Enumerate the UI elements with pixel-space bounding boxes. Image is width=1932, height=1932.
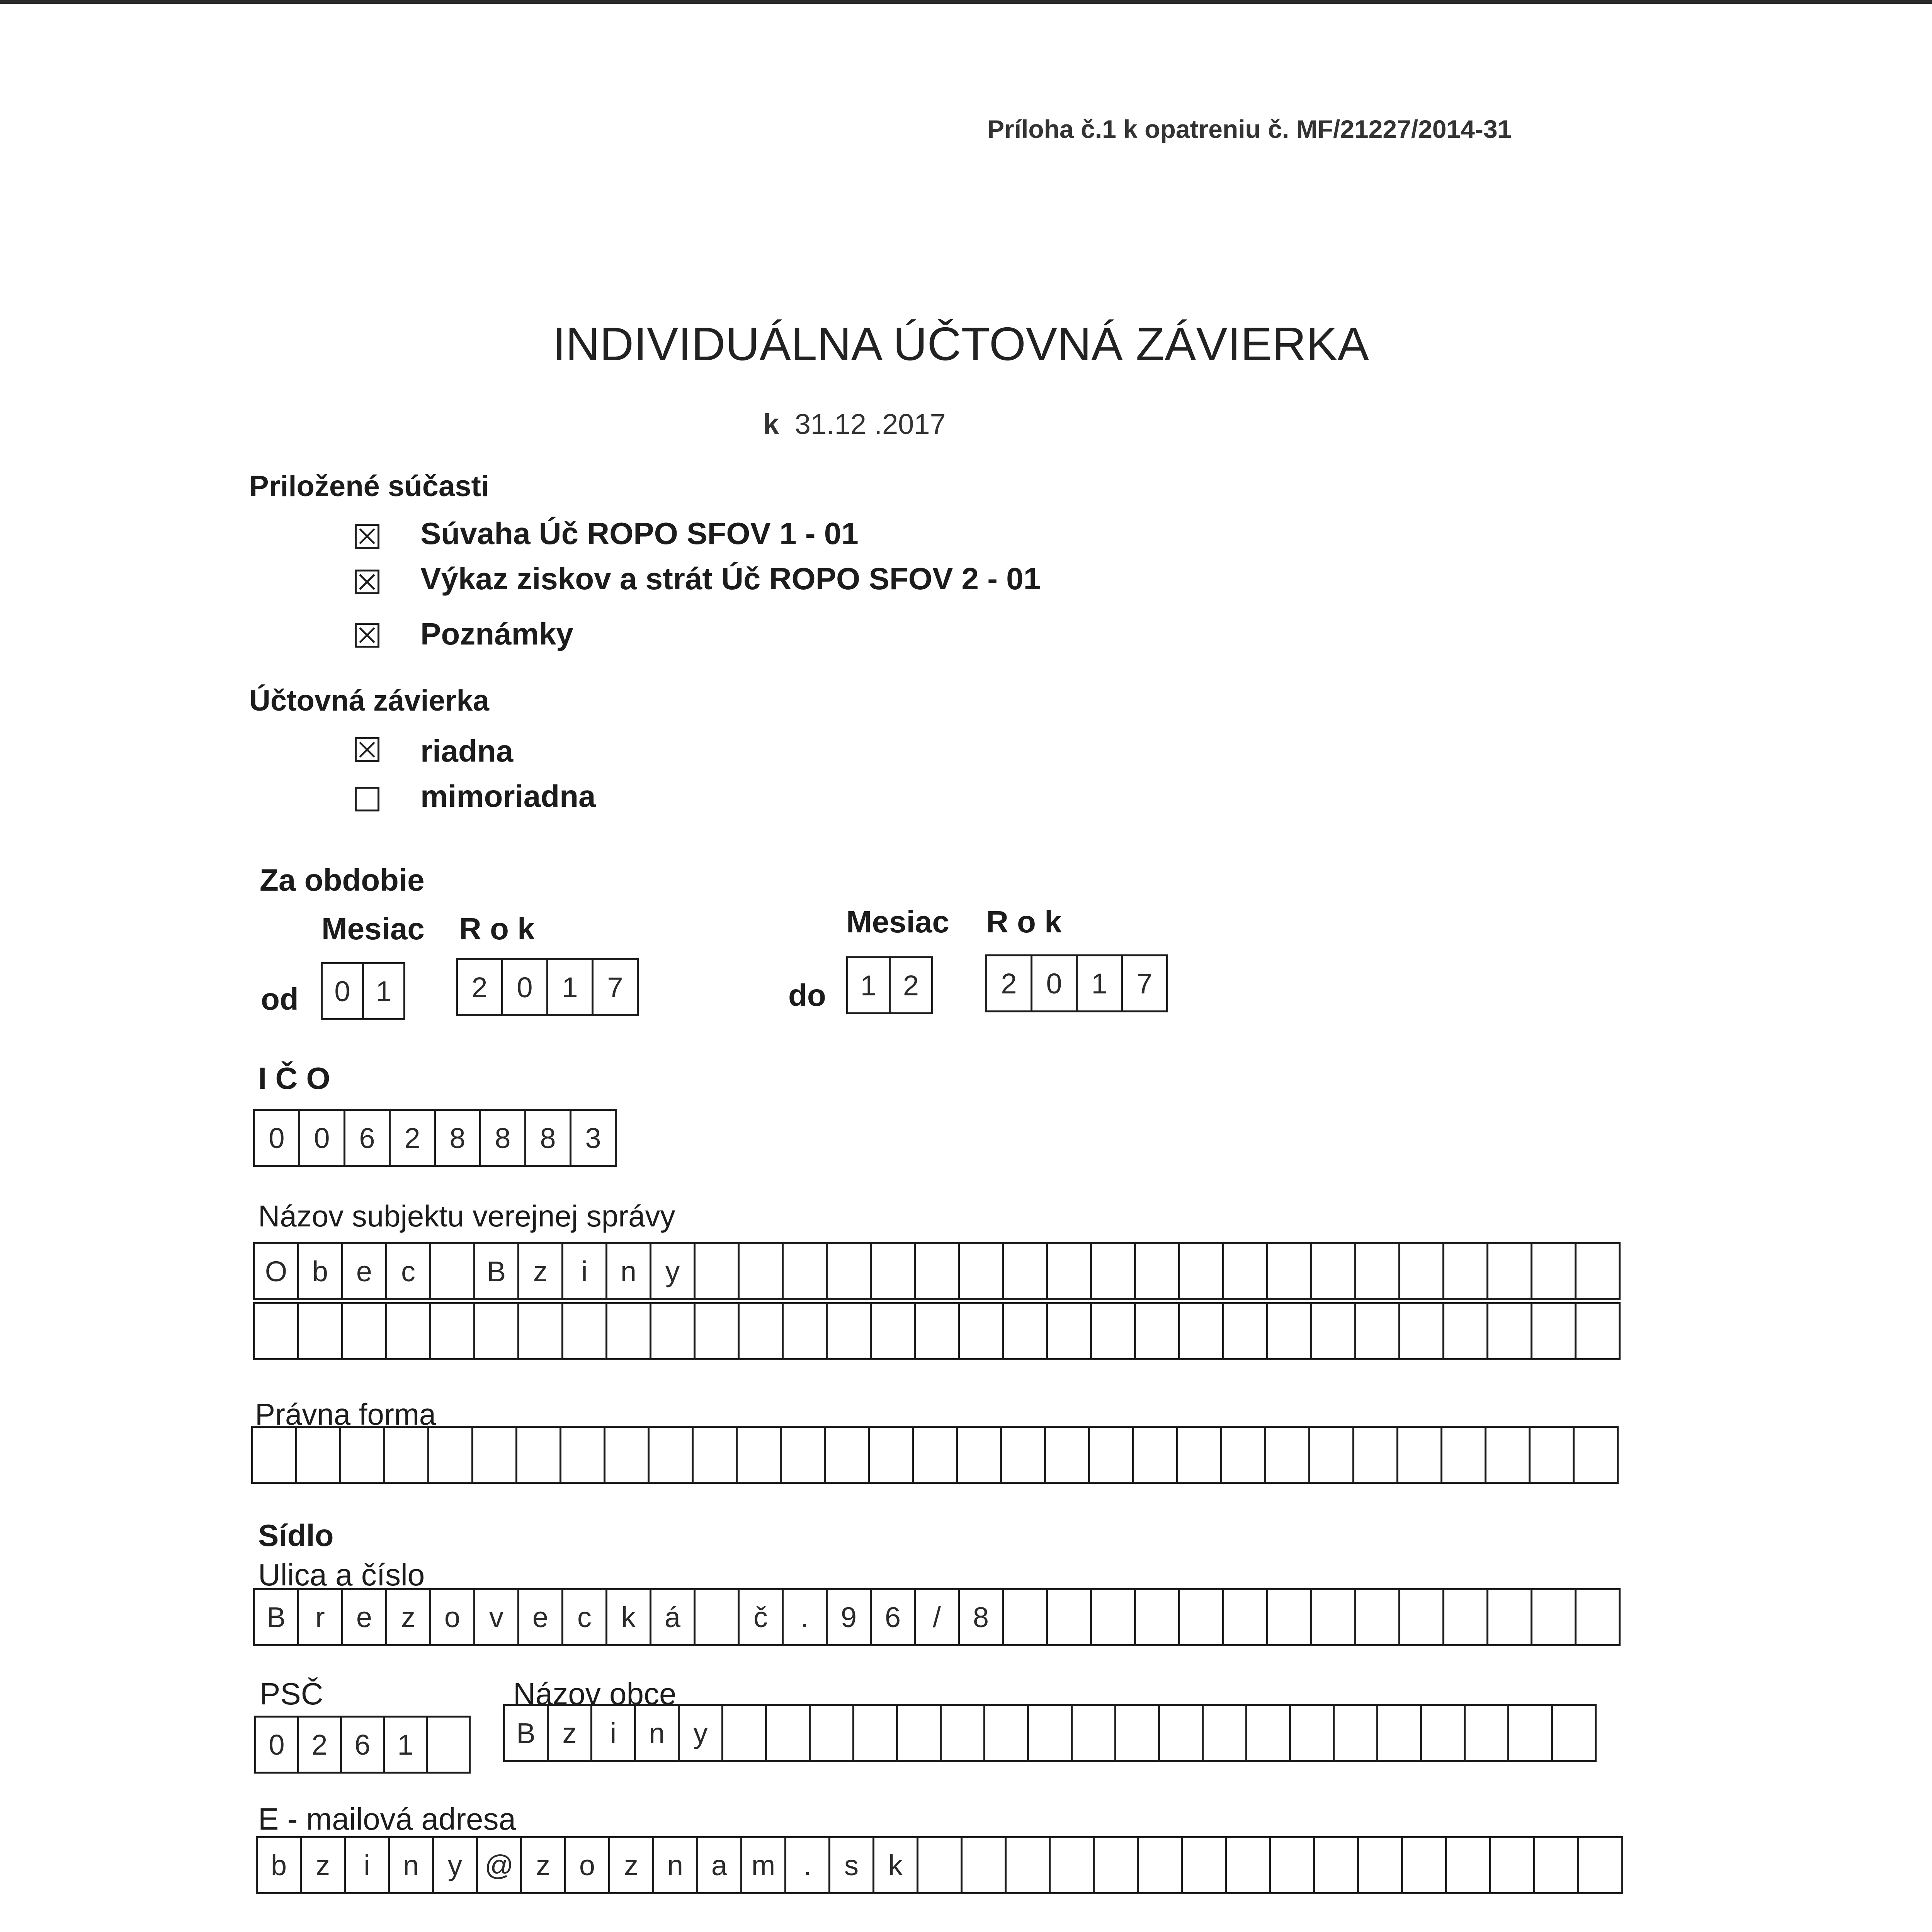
char-box[interactable] [1202,1704,1247,1762]
char-box[interactable] [1333,1704,1378,1762]
char-box[interactable] [1264,1426,1310,1484]
char-box[interactable]: n [605,1242,651,1300]
char-box[interactable] [694,1588,740,1646]
char-box[interactable] [736,1426,782,1484]
checkbox-regular[interactable] [355,737,379,762]
char-box[interactable]: a [696,1836,742,1894]
char-box[interactable] [914,1302,960,1360]
char-box[interactable] [1440,1426,1486,1484]
char-box[interactable] [1002,1588,1048,1646]
char-box[interactable]: r [297,1588,343,1646]
char-box[interactable] [852,1704,898,1762]
char-box[interactable] [1376,1704,1422,1762]
char-box[interactable] [1357,1836,1403,1894]
char-box[interactable]: n [388,1836,434,1894]
char-box[interactable]: b [297,1242,343,1300]
char-box[interactable] [868,1426,914,1484]
char-box[interactable] [1533,1836,1579,1894]
char-box[interactable] [1396,1426,1442,1484]
legal-form-boxes[interactable] [251,1426,1619,1484]
char-box[interactable] [429,1302,475,1360]
char-box[interactable] [694,1302,740,1360]
char-box[interactable] [1269,1836,1315,1894]
ico-boxes[interactable] [253,1109,617,1167]
char-box[interactable] [1354,1588,1400,1646]
as-of-prefix: k [763,408,779,440]
char-box[interactable]: 1 [383,1716,428,1774]
char-box[interactable] [694,1242,740,1300]
char-box[interactable] [1114,1704,1160,1762]
char-box[interactable] [809,1704,854,1762]
check-x-icon [357,571,378,592]
char-box[interactable] [471,1426,517,1484]
entity-name-label: Názov subjektu verejnej správy [258,1199,675,1233]
char-box[interactable] [826,1242,872,1300]
char-box[interactable] [1090,1302,1136,1360]
char-box[interactable] [1134,1242,1180,1300]
period-heading: Za obdobie [260,863,425,897]
email-label: E - mailová adresa [258,1802,516,1836]
char-box[interactable] [1489,1836,1535,1894]
char-box[interactable] [251,1426,297,1484]
char-box[interactable] [515,1426,561,1484]
char-box[interactable] [870,1242,916,1300]
char-box[interactable] [958,1242,1004,1300]
char-box[interactable] [560,1426,605,1484]
char-box[interactable]: 6 [344,1109,391,1167]
char-box[interactable] [1181,1836,1227,1894]
char-box[interactable] [1044,1426,1090,1484]
char-box[interactable]: á [650,1588,696,1646]
char-box[interactable] [826,1302,872,1360]
char-box[interactable]: 2 [985,954,1032,1012]
char-box[interactable] [1158,1704,1204,1762]
char-box[interactable] [1289,1704,1335,1762]
char-box[interactable]: z [547,1704,592,1762]
check-x-icon [357,526,378,547]
char-box[interactable] [1442,1588,1488,1646]
char-box[interactable] [1398,1302,1444,1360]
char-box[interactable] [429,1242,475,1300]
char-box[interactable]: 7 [1121,954,1168,1012]
char-box[interactable] [983,1704,1029,1762]
char-box[interactable] [914,1242,960,1300]
char-box[interactable]: z [385,1588,431,1646]
page-title: INDIVIDUÁLNA ÚČTOVNÁ ZÁVIERKA [553,318,1369,370]
char-box[interactable] [1486,1588,1532,1646]
char-box[interactable] [1266,1588,1312,1646]
char-box[interactable]: z [517,1242,563,1300]
to-month-boxes[interactable] [846,956,933,1014]
char-box[interactable]: e [341,1242,387,1300]
char-box[interactable] [961,1836,1007,1894]
char-box[interactable]: s [828,1836,874,1894]
from-label: od [261,982,299,1016]
char-box[interactable] [1222,1302,1268,1360]
char-box[interactable] [648,1426,694,1484]
char-box[interactable]: 0 [298,1109,345,1167]
char-box[interactable] [253,1302,299,1360]
statement-type-label-extraordinary: mimoriadna [420,779,596,813]
char-box[interactable] [1445,1836,1491,1894]
char-box[interactable]: i [590,1704,636,1762]
entity-name-line1-boxes[interactable] [253,1242,1621,1300]
char-box[interactable] [1354,1302,1400,1360]
char-box[interactable]: i [344,1836,390,1894]
char-box[interactable]: n [652,1836,698,1894]
char-box[interactable] [958,1302,1004,1360]
char-box[interactable]: o [429,1588,475,1646]
char-box[interactable]: 2 [389,1109,436,1167]
from-month-boxes[interactable] [321,962,405,1020]
char-box[interactable] [1046,1302,1092,1360]
char-box[interactable]: 8 [479,1109,526,1167]
char-box[interactable] [1354,1242,1400,1300]
email-boxes[interactable] [256,1836,1623,1894]
char-box[interactable]: B [253,1588,299,1646]
char-box[interactable] [1134,1302,1180,1360]
scan-top-edge [0,0,1932,4]
char-box[interactable] [1575,1588,1621,1646]
char-box[interactable]: c [385,1242,431,1300]
checkbox-extraordinary[interactable] [355,787,379,811]
char-box[interactable]: 0 [254,1716,299,1774]
char-box[interactable]: y [678,1704,723,1762]
char-box[interactable] [1178,1302,1224,1360]
char-box[interactable] [1176,1426,1222,1484]
char-box[interactable] [1352,1426,1398,1484]
char-box[interactable] [1442,1242,1488,1300]
char-box[interactable] [692,1426,738,1484]
char-box[interactable] [1090,1242,1136,1300]
char-box[interactable] [1225,1836,1271,1894]
char-box[interactable] [956,1426,1002,1484]
char-box[interactable] [1137,1836,1183,1894]
char-box[interactable] [604,1426,650,1484]
char-box[interactable]: y [650,1242,696,1300]
postal-code-boxes[interactable] [254,1716,471,1774]
char-box[interactable]: 3 [570,1109,617,1167]
char-box[interactable] [782,1302,828,1360]
street-boxes[interactable] [253,1588,1621,1646]
char-box[interactable]: v [473,1588,519,1646]
char-box[interactable]: 1 [362,962,405,1020]
char-box[interactable]: . [784,1836,830,1894]
char-box[interactable] [1310,1242,1356,1300]
char-box[interactable] [917,1836,963,1894]
char-box[interactable] [1000,1426,1046,1484]
char-box[interactable]: k [605,1588,651,1646]
char-box[interactable] [385,1302,431,1360]
char-box[interactable]: 8 [524,1109,571,1167]
char-box[interactable]: 0 [501,958,548,1016]
char-box[interactable] [1134,1588,1180,1646]
char-box[interactable]: e [341,1588,387,1646]
char-box[interactable]: B [503,1704,549,1762]
to-year-label: R o k [986,905,1062,939]
char-box[interactable] [1027,1704,1073,1762]
seat-heading: Sídlo [258,1518,334,1553]
char-box[interactable]: @ [476,1836,522,1894]
char-box[interactable] [1132,1426,1178,1484]
char-box[interactable]: 0 [1031,954,1078,1012]
attachments-heading: Priložené súčasti [249,470,489,503]
char-box[interactable]: 8 [434,1109,481,1167]
legal-form-label: Právna forma [255,1397,436,1431]
char-box[interactable] [1090,1588,1136,1646]
char-box[interactable]: 2 [297,1716,342,1774]
char-box[interactable] [1313,1836,1359,1894]
as-of-date: 31.12 .2017 [794,408,946,440]
city-boxes[interactable] [503,1704,1597,1762]
char-box[interactable]: 1 [1076,954,1123,1012]
char-box[interactable] [1310,1302,1356,1360]
char-box[interactable] [1222,1588,1268,1646]
char-box[interactable]: 9 [826,1588,872,1646]
char-box[interactable] [1442,1302,1488,1360]
char-box[interactable] [1266,1302,1312,1360]
char-box[interactable] [1002,1302,1048,1360]
char-box[interactable] [896,1704,942,1762]
char-box[interactable] [940,1704,985,1762]
checkbox-notes[interactable] [355,623,379,648]
char-box[interactable]: 2 [456,958,503,1016]
from-year-label: R o k [459,912,535,946]
street-label: Ulica a číslo [258,1558,425,1592]
char-box[interactable]: c [561,1588,607,1646]
char-box[interactable]: O [253,1242,299,1300]
to-label: do [788,978,826,1012]
char-box[interactable]: i [561,1242,607,1300]
char-box[interactable] [1575,1302,1621,1360]
from-year-boxes[interactable] [456,958,639,1016]
to-year-boxes[interactable] [985,954,1168,1012]
char-box[interactable] [341,1302,387,1360]
char-box[interactable] [1310,1588,1356,1646]
char-box[interactable] [780,1426,826,1484]
attachment-label-balance-sheet: Súvaha Úč ROPO SFOV 1 - 01 [420,516,859,551]
char-box[interactable] [1420,1704,1466,1762]
char-box[interactable] [1464,1704,1509,1762]
char-box[interactable] [870,1302,916,1360]
check-x-icon [357,739,378,760]
char-box[interactable] [1573,1426,1619,1484]
char-box[interactable] [1049,1836,1095,1894]
char-box[interactable]: z [608,1836,654,1894]
from-month-label: Mesiac [321,912,425,946]
char-box[interactable] [650,1302,696,1360]
char-box[interactable] [1575,1242,1621,1300]
char-box[interactable] [605,1302,651,1360]
char-box[interactable] [1401,1836,1447,1894]
annex-reference: Príloha č.1 k opatreniu č. MF/21227/2014-31 [987,115,1512,143]
char-box[interactable] [824,1426,870,1484]
char-box[interactable] [738,1242,784,1300]
char-box[interactable] [1531,1588,1577,1646]
ico-label: I Č O [258,1061,330,1095]
char-box[interactable] [426,1716,471,1774]
char-box[interactable] [721,1704,767,1762]
char-box[interactable]: 6 [870,1588,916,1646]
statement-type-heading: Účtovná závierka [249,684,489,717]
char-box[interactable]: / [914,1588,960,1646]
char-box[interactable] [1486,1302,1532,1360]
char-box[interactable]: z [300,1836,346,1894]
char-box[interactable]: 0 [321,962,364,1020]
char-box[interactable]: k [872,1836,918,1894]
char-box[interactable] [1507,1704,1553,1762]
char-box[interactable]: o [564,1836,610,1894]
char-box[interactable] [427,1426,473,1484]
char-box[interactable] [1093,1836,1139,1894]
checkbox-balance-sheet[interactable] [355,524,379,549]
char-box[interactable] [1577,1836,1623,1894]
char-box[interactable] [1088,1426,1134,1484]
char-box[interactable]: 2 [889,956,933,1014]
char-box[interactable]: 0 [253,1109,300,1167]
char-box[interactable] [561,1302,607,1360]
char-box[interactable]: B [473,1242,519,1300]
char-box[interactable] [1222,1242,1268,1300]
char-box[interactable]: č [738,1588,784,1646]
char-box[interactable]: y [432,1836,478,1894]
char-box[interactable]: b [256,1836,302,1894]
postal-code-label: PSČ [260,1677,323,1711]
char-box[interactable] [517,1302,563,1360]
char-box[interactable] [297,1302,343,1360]
attachment-label-notes: Poznámky [420,617,573,651]
char-box[interactable]: e [517,1588,563,1646]
char-box[interactable] [1220,1426,1266,1484]
char-box[interactable] [1398,1242,1444,1300]
char-box[interactable]: m [740,1836,786,1894]
char-box[interactable] [912,1426,958,1484]
as-of-line [763,408,946,440]
char-box[interactable] [1002,1242,1048,1300]
char-box[interactable] [339,1426,385,1484]
checkbox-profit-loss[interactable] [355,570,379,594]
char-box[interactable]: 1 [846,956,891,1014]
statement-type-label-regular: riadna [420,734,514,768]
char-box[interactable] [1308,1426,1354,1484]
char-box[interactable] [1266,1242,1312,1300]
char-box[interactable] [1005,1836,1051,1894]
char-box[interactable]: 8 [958,1588,1004,1646]
city-label: Názov obce [513,1677,677,1711]
char-box[interactable]: n [634,1704,680,1762]
char-box[interactable]: . [782,1588,828,1646]
char-box[interactable] [1178,1588,1224,1646]
char-box[interactable]: 6 [340,1716,385,1774]
char-box[interactable] [1486,1242,1532,1300]
char-box[interactable] [295,1426,341,1484]
char-box[interactable] [1071,1704,1116,1762]
char-box[interactable] [473,1302,519,1360]
char-box[interactable]: z [520,1836,566,1894]
char-box[interactable] [1046,1242,1092,1300]
char-box[interactable] [738,1302,784,1360]
char-box[interactable] [765,1704,811,1762]
char-box[interactable] [1485,1426,1531,1484]
char-box[interactable] [1398,1588,1444,1646]
char-box[interactable] [383,1426,429,1484]
entity-name-line2-boxes[interactable] [253,1302,1621,1360]
char-box[interactable] [1245,1704,1291,1762]
char-box[interactable] [782,1242,828,1300]
char-box[interactable]: 7 [592,958,639,1016]
char-box[interactable] [1531,1242,1577,1300]
check-x-icon [357,625,378,646]
attachment-label-profit-loss: Výkaz ziskov a strát Úč ROPO SFOV 2 - 01 [420,561,1041,596]
to-month-label: Mesiac [846,905,949,939]
char-box[interactable] [1046,1588,1092,1646]
char-box[interactable] [1178,1242,1224,1300]
char-box[interactable] [1531,1302,1577,1360]
char-box[interactable] [1551,1704,1597,1762]
char-box[interactable]: 1 [546,958,594,1016]
char-box[interactable] [1529,1426,1575,1484]
